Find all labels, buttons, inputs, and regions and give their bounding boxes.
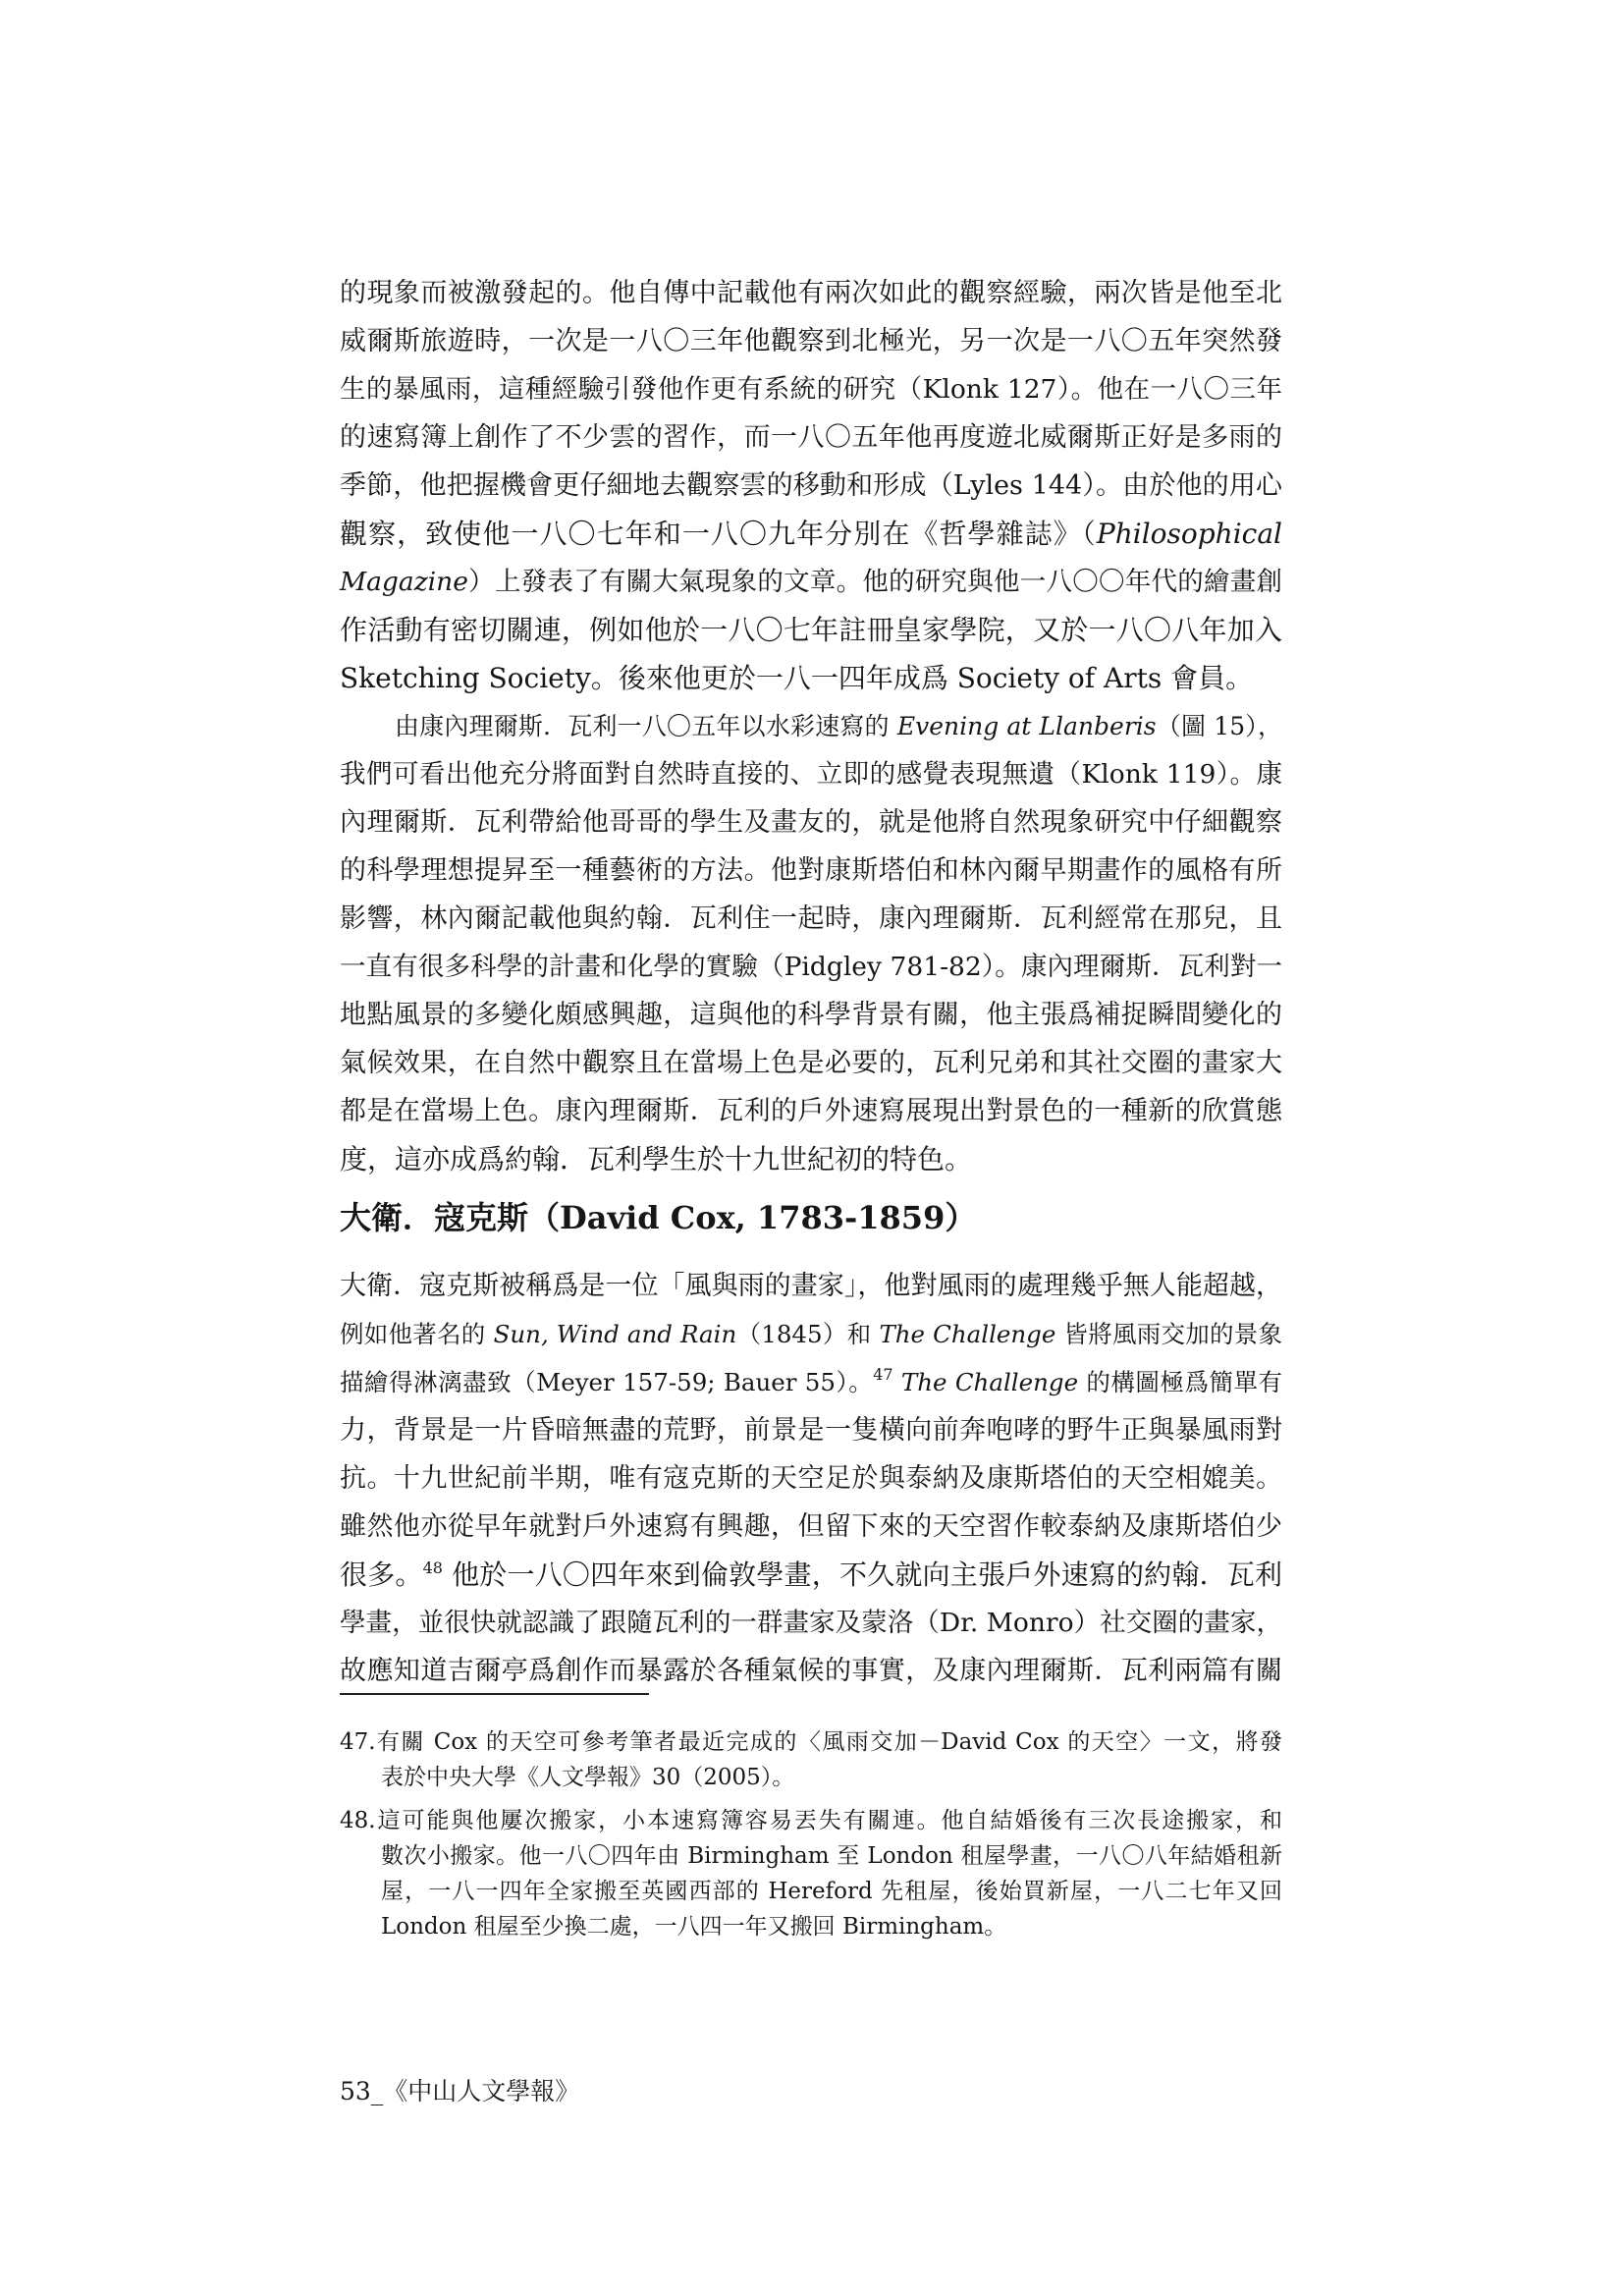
- paragraph-1: [340, 269, 1282, 702]
- text-line: 作活動有密切關連，例如他於一八〇七年註冊皇家學院，又於一八〇八年加入: [340, 614, 1282, 646]
- text-line: 度，這亦成爲約翰．瓦利學生於十九世紀初的特色。: [340, 1143, 973, 1175]
- italic-title: Magazine: [340, 567, 468, 597]
- text-run: 觀察，致使他一八〇七年和一八〇九年分別在《哲學雜誌》（: [340, 518, 1097, 550]
- footnote-48: [340, 1803, 1282, 1944]
- text-line: [340, 702, 1282, 750]
- text-line: [340, 558, 1282, 606]
- italic-title: Evening at Llanberis: [896, 712, 1157, 740]
- italic-title: Philosophical: [1096, 518, 1282, 550]
- italic-title: The Challenge: [879, 1320, 1056, 1348]
- footnote-line: 48.這可能與他屢次搬家，小本速寫簿容易丟失有關連。他自結婚後有三次長途搬家，和: [340, 1808, 1282, 1833]
- text-line: [340, 1551, 1282, 1599]
- text-line: 的現象而被激發起的。他自傳中記載他有兩次如此的觀察經驗，兩次皆是他至北: [340, 278, 1282, 308]
- text-run: 描繪得淋漓盡致（Meyer 157-59; Bauer 55）。: [340, 1368, 874, 1396]
- text-line: 威爾斯旅遊時，一次是一八〇三年他觀察到北極光，另一次是一八〇五年突然發: [340, 326, 1282, 356]
- text-line: 地點風景的多變化頗感興趣，這與他的科學背景有關，他主張爲補捉瞬間變化的: [340, 1000, 1282, 1030]
- text-line: [340, 510, 1282, 558]
- text-line: [340, 1310, 1282, 1358]
- section-heading: 大衛．寇克斯（David Cox, 1783-1859）: [340, 1199, 977, 1236]
- footnote-line: 表於中央大學《人文學報》30（2005）。: [381, 1765, 795, 1790]
- text-line: 雖然他亦從早年就對戶外速寫有興趣，但留下來的天空習作較泰納及康斯塔伯少: [340, 1511, 1282, 1542]
- page-footer: 53_《中山人文學報》: [340, 2077, 580, 2105]
- text-line: 故應知道吉爾亭爲創作而暴露於各種氣候的事實，及康內理爾斯．瓦利兩篇有關: [340, 1656, 1282, 1686]
- text-run: 例如他著名的: [340, 1320, 494, 1348]
- text-line: 影響，林內爾記載他與約翰．瓦利住一起時，康內理爾斯．瓦利經常在那兒，且: [340, 903, 1282, 934]
- text-line: 抗。十九世紀前半期，唯有寇克斯的天空足於與泰納及康斯塔伯的天空相媲美。: [340, 1463, 1282, 1494]
- text-line: 學畫，並很快就認識了跟隨瓦利的一群畫家及蒙洛（Dr. Monro）社交圈的畫家，: [340, 1608, 1282, 1638]
- text-line: 的速寫簿上創作了不少雲的習作，而一八〇五年他再度遊北威爾斯正好是多雨的: [340, 422, 1282, 453]
- text-line: 都是在當場上色。康內理爾斯．瓦利的戶外速寫展現出對景色的一種新的欣賞態: [340, 1096, 1282, 1126]
- text-line: 大衛．寇克斯被稱爲是一位「風與雨的畫家」，他對風雨的處理幾乎無人能超越，: [340, 1271, 1282, 1301]
- text-run: 皆將風雨交加的景象: [1055, 1320, 1282, 1348]
- text-line: 一直有很多科學的計畫和化學的實驗（Pidgley 781-82）。康內理爾斯．瓦利對一: [340, 952, 1282, 982]
- footnote-ref-47[interactable]: 47: [873, 1365, 893, 1384]
- footnote-line: London 租屋至少換二處，一八四一年又搬回 Birmingham。: [381, 1914, 1007, 1940]
- footnote-line: 屋，一八一四年全家搬至英國西部的 Hereford 先租屋，後始買新屋，一八二七年又回: [381, 1879, 1282, 1904]
- text-run: 由康內理爾斯．瓦利一八〇五年以水彩速寫的: [395, 712, 897, 740]
- footnote-line: 數次小搬家。他一八〇四年由 Birmingham 至 London 租屋學畫，一八〇八年結婚租新: [381, 1843, 1282, 1869]
- paragraph-2: [340, 702, 1282, 1183]
- text-line: [340, 1358, 1282, 1406]
- text-run: 的構圖極爲簡單有: [1078, 1368, 1282, 1396]
- footnote-ref-48[interactable]: 48: [422, 1558, 443, 1577]
- text-line: 我們可看出他充分將面對自然時直接的、立即的感覺表現無遺（Klonk 119）。康: [340, 759, 1282, 790]
- text-run: （1845）和: [736, 1320, 880, 1348]
- text-line: 內理爾斯．瓦利帶給他哥哥的學生及畫友的，就是他將自然現象研究中仔細觀察: [340, 807, 1282, 838]
- text-run: 很多。: [340, 1558, 423, 1591]
- paragraph-3: [340, 1262, 1282, 1695]
- text-line: 的科學理想提昇至一種藝術的方法。他對康斯塔伯和林內爾早期畫作的風格有所: [340, 855, 1282, 886]
- footnote-divider: [340, 1693, 649, 1695]
- text-line: 氣候效果，在自然中觀察且在當場上色是必要的，瓦利兄弟和其社交圈的畫家大: [340, 1048, 1282, 1078]
- text-run: ）上發表了有關大氣現象的文章。他的研究與他一八〇〇年代的繪畫創: [467, 567, 1282, 597]
- italic-title: Sun, Wind and Rain: [493, 1320, 737, 1348]
- footnote-47: [340, 1724, 1282, 1795]
- text-line: 力，背景是一片昏暗無盡的荒野，前景是一隻橫向前奔咆哮的野牛正與暴風雨對: [340, 1415, 1282, 1446]
- text-line: Sketching Society。後來他更於一八一四年成爲 Society of Arts 會員。: [340, 662, 1254, 694]
- text-line: 生的暴風雨，這種經驗引發他作更有系統的研究（Klonk 127）。他在一八〇三年: [340, 374, 1282, 405]
- italic-title: The Challenge: [900, 1368, 1079, 1396]
- text-run: （圖 15），: [1156, 712, 1282, 740]
- text-line: 季節，他把握機會更仔細地去觀察雲的移動和形成（Lyles 144）。由於他的用心: [340, 470, 1282, 501]
- footnote-line: 47.有關 Cox 的天空可參考筆者最近完成的〈風雨交加－David Cox 的天空〉一文，將發: [340, 1729, 1282, 1755]
- text-run: 他於一八〇四年來到倫敦學畫，不久就向主張戶外速寫的約翰．瓦利: [452, 1558, 1282, 1591]
